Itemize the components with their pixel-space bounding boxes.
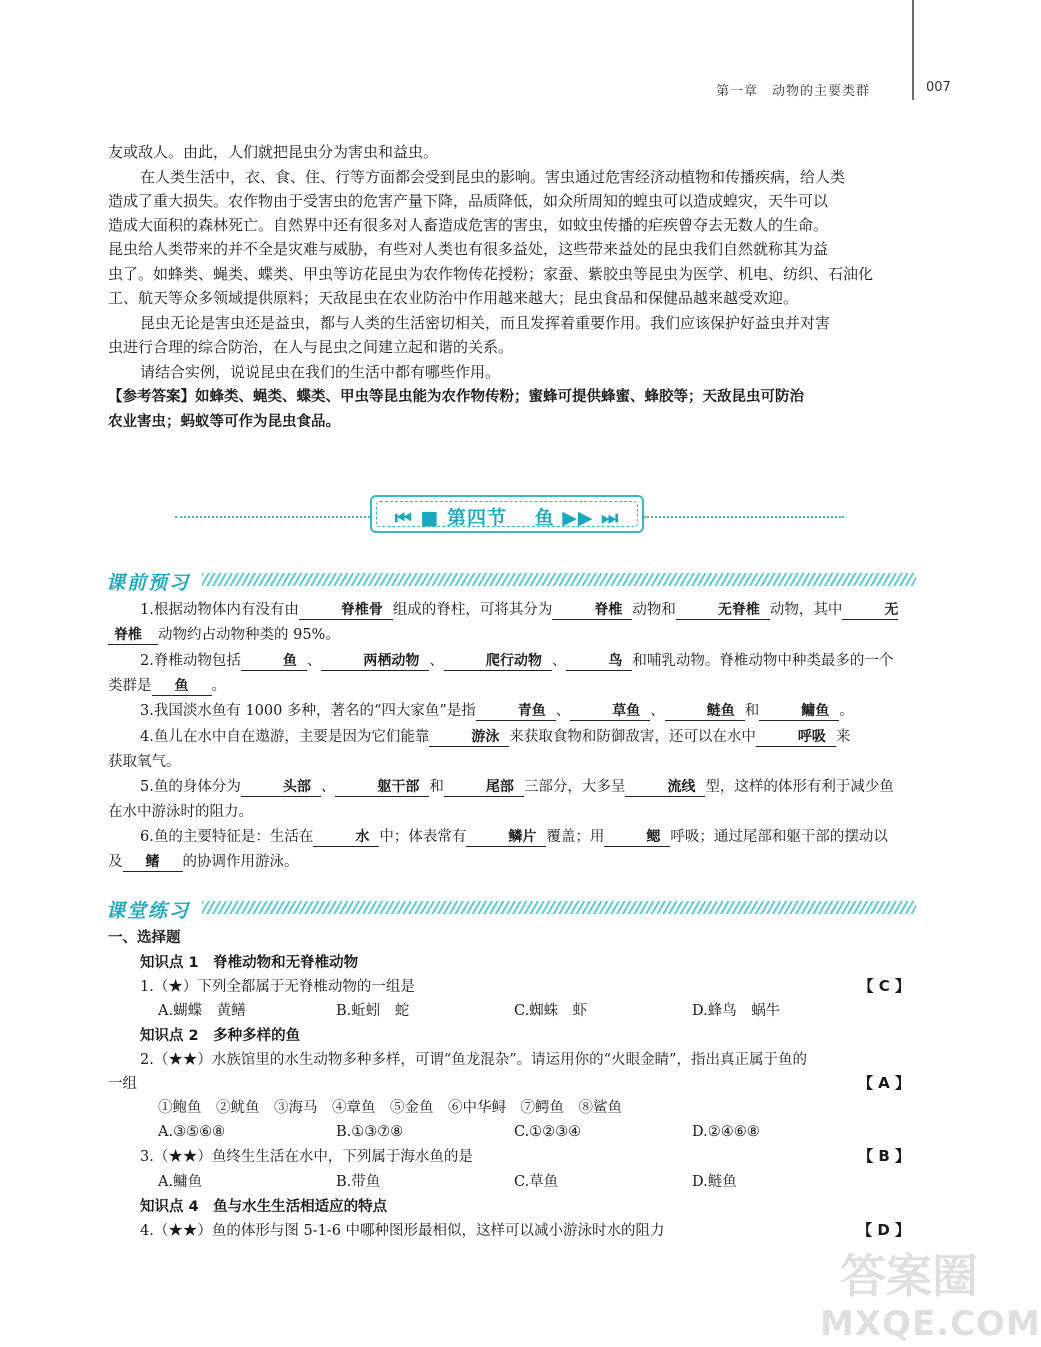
answer-blank: 鸟 (566, 652, 632, 671)
mc-q4-answer: 【 D 】 (857, 1221, 910, 1239)
answer-blank: 爬行动物 (444, 652, 552, 671)
preview-q2-cont: 类群是 鱼 。 (108, 678, 226, 694)
option-d: D.蜂鸟 蜗牛 (692, 1003, 781, 1019)
answer-blank: 脊椎 (108, 626, 158, 645)
option-b: B.①③⑦⑧ (336, 1124, 404, 1140)
answer-blank: 草鱼 (570, 702, 650, 721)
option-c: C.蜘蛛 虾 (514, 1003, 588, 1019)
option-d: D.鲢鱼 (692, 1174, 737, 1190)
intro-line: 虫了。如蜂类、蝇类、蝶类、甲虫等访花昆虫为农作物传花授粉；家蚕、紫胶虫等昆虫为医学、机电、纺织、石油化 (108, 265, 874, 283)
knowledge-point-2: 知识点 2 多种多样的鱼 (140, 1028, 301, 1044)
option-c: C.草鱼 (514, 1174, 559, 1190)
option-a: A.鳙鱼 (158, 1174, 203, 1190)
intro-line: 虫进行合理的综合防治，在人与昆虫之间建立起和谐的关系。 (108, 338, 514, 356)
watermark-logo (820, 1240, 1041, 1344)
answer-blank: 鱼 (152, 677, 212, 696)
answer-blank: 青鱼 (476, 702, 556, 721)
answer-blank: 游泳 (429, 728, 509, 747)
mc-q2-options (158, 1121, 898, 1143)
preview-q4: 4.鱼儿在水中自在遨游，主要是因为它们能靠 游泳 来获取食物和防御敌害，还可以在水中 呼吸 来 (140, 729, 851, 745)
intro-line: 昆虫无论是害虫还是益虫，都与人类的生活密切相关，而且发挥着重要作用。我们应该保护好益虫并对害 (140, 314, 831, 332)
option-a: A.③⑤⑥⑧ (158, 1124, 226, 1140)
section-title: ⏮ ■ 第四节 鱼 ▶▶ ⏭ (394, 507, 620, 529)
preview-q6-cont: 及 鳍 的协调作用游泳。 (108, 854, 299, 870)
answer-blank: 两栖动物 (321, 652, 429, 671)
section-title-box (370, 495, 644, 533)
answer-blank: 水 (313, 828, 379, 847)
answer-blank: 鳞片 (466, 828, 546, 847)
intro-line: 造成了重大损失。农作物由于受害虫的危害产量下降，品质降低，如众所周知的蝗虫可以造成蝗灾，天牛可以 (108, 192, 829, 210)
header-rule (912, 0, 914, 100)
answer-blank: 尾部 (444, 778, 524, 797)
mc-q2-stem-cont: 一组 (108, 1076, 137, 1092)
preview-q3: 3.我国淡水鱼有 1000 多种，著名的“四大家鱼”是指 青鱼 、 草鱼 、 鲢鱼 和 鳙鱼 。 (140, 703, 854, 719)
option-b: B.带鱼 (336, 1174, 381, 1190)
intro-question: 请结合实例，说说昆虫在我们的生活中都有哪些作用。 (140, 363, 501, 381)
heading-hatch (202, 901, 916, 914)
mc-q2-items: ①鲍鱼 ②鱿鱼 ③海马 ④章鱼 ⑤金鱼 ⑥中华鲟 ⑦鳄鱼 ⑧鲨鱼 (158, 1100, 622, 1116)
watermark-en: MXQE.COM (820, 1304, 1041, 1344)
answer-blank: 脊椎 (552, 601, 632, 620)
reference-answer-cont: 农业害虫；蚂蚁等可作为昆虫食品。 (108, 414, 340, 430)
practice-heading-bar (106, 896, 916, 922)
answer-blank: 鲢鱼 (665, 702, 745, 721)
answer-blank: 躯干部 (335, 778, 429, 797)
option-b: B.蚯蚓 蛇 (336, 1003, 410, 1019)
preview-q5: 5.鱼的身体分为 头部 、 躯干部 和 尾部 三部分，大多呈 流线 型，这样的体形有利于减少鱼 (140, 779, 894, 795)
answer-blank: 鱼 (241, 652, 307, 671)
preview-heading: 课前预习 (106, 568, 196, 595)
mc-q2-answer: 【 A 】 (857, 1074, 910, 1092)
answer-blank: 无 (842, 601, 898, 620)
answer-blank: 无脊椎 (676, 601, 770, 620)
intro-line: 造成大面积的森林死亡。自然界中还有很多对人畜造成危害的害虫，如蚊虫传播的疟疾曾夺去无数人的生命。 (108, 216, 829, 234)
answer-blank: 鳃 (604, 828, 670, 847)
intro-line: 在人类生活中，衣、食、住、行等方面都会受到昆虫的影响。害虫通过危害经济动植物和传播疾病，给人类 (140, 168, 846, 186)
intro-line: 昆虫给人类带来的并不全是灾难与威胁，有些对人类也有很多益处，这些带来益处的昆虫我们自然就称其为益 (108, 240, 829, 258)
answer-blank: 鳙鱼 (759, 702, 839, 721)
preview-q4-cont: 获取氧气。 (108, 754, 181, 770)
mc-q3-answer: 【 B 】 (858, 1147, 910, 1165)
mc-q1-answer: 【 C 】 (858, 977, 910, 995)
watermark-cn: 答案圈 (840, 1249, 978, 1303)
option-c: C.①②③④ (514, 1124, 582, 1140)
answer-blank: 头部 (241, 778, 321, 797)
preview-q1: 1.根据动物体内有没有由 脊椎骨 组成的脊柱，可将其分为 脊椎 动物和 无脊椎 动物，其中 无 (140, 602, 899, 618)
preview-q5-cont: 在水中游泳时的阻力。 (108, 804, 253, 820)
answer-blank: 呼吸 (756, 728, 836, 747)
mc-q1-options (158, 1000, 898, 1022)
page-number: 007 (926, 80, 951, 95)
answer-blank: 脊椎骨 (299, 601, 393, 620)
mc-q3-stem: 3.（★★）鱼终生生活在水中，下列属于海水鱼的是 (140, 1149, 473, 1165)
banner-line-left (175, 516, 370, 520)
mc-q1-stem: 1.（★）下列全都属于无脊椎动物的一组是 (140, 979, 415, 995)
intro-line: 友或敌人。由此，人们就把昆虫分为害虫和益虫。 (108, 143, 439, 161)
option-a: A.蝴蝶 黄鳝 (158, 1003, 246, 1019)
answer-blank: 鳍 (123, 853, 183, 872)
mc-q3-options (158, 1171, 898, 1193)
intro-line: 工、航天等众多领域提供原料；天敌昆虫在农业防治中作用越来越大；昆虫食品和保健品越来越受欢迎。 (108, 289, 799, 307)
preview-q6: 6.鱼的主要特征是：生活在 水 中；体表常有 鳞片 覆盖；用 鳃 呼吸；通过尾部和躯干部的摆动以 (140, 829, 888, 845)
preview-q1-cont: 脊椎 动物约占动物种类的 95%。 (108, 624, 916, 646)
mc-q2-stem: 2.（★★）水族馆里的水生动物多种多样，可谓“鱼龙混杂”。请运用你的“火眼金睛”，指出真正属于鱼的 (140, 1052, 807, 1068)
reference-answer: 【参考答案】如蜂类、蝇类、蝶类、甲虫等昆虫能为农作物传粉；蜜蜂可提供蜂蜜、蜂胶等；天敌昆虫可防治 (108, 389, 804, 405)
practice-heading: 课堂练习 (106, 896, 196, 923)
preview-q2: 2.脊椎动物包括 鱼 、 两栖动物 、 爬行动物 、 鸟 和哺乳动物。脊椎动物中种类最多的一个 (140, 653, 894, 669)
option-d: D.②④⑥⑧ (692, 1124, 760, 1140)
heading-hatch (202, 573, 916, 586)
preview-heading-bar (106, 568, 916, 594)
knowledge-point-4: 知识点 4 鱼与水生生活相适应的特点 (140, 1199, 388, 1215)
knowledge-point-1: 知识点 1 脊椎动物和无脊椎动物 (140, 955, 359, 971)
answer-blank: 流线 (625, 778, 705, 797)
banner-line-right (644, 516, 844, 520)
mc-q4-stem: 4.（★★）鱼的体形与图 5-1-6 中哪种图形最相似，这样可以减小游泳时水的阻力 (140, 1223, 665, 1239)
part-title: 一、选择题 (108, 930, 181, 946)
running-head: 第一章 动物的主要类群 (715, 84, 870, 99)
